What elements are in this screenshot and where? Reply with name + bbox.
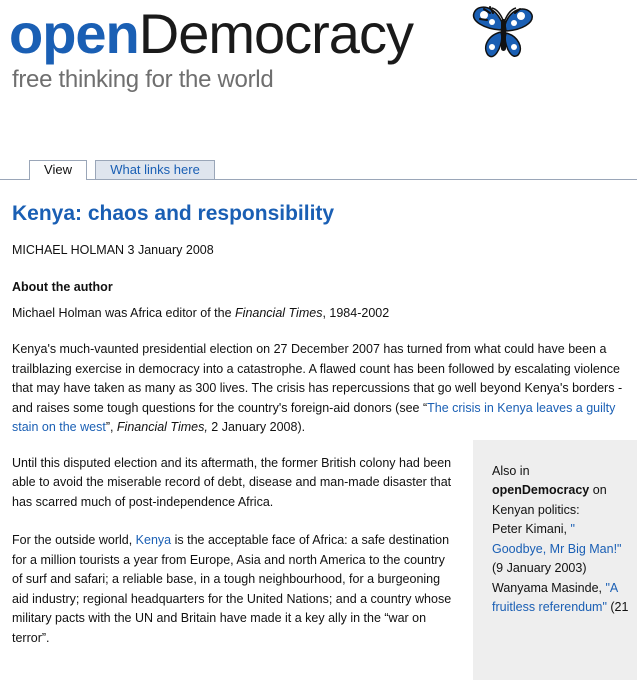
para3-text-rest: is the acceptable face of Africa: a safe destination for a million tourists a year from Europe, Asia and north America to the country of surf and safari; a reliable base, in a tough neighbourhood, for a burgeoning aid industry; regional headquarters for the United Nations; and a country whose military pacts with the UN and Britain have made it a key ally in the “war on terror”.	[12, 533, 452, 645]
sidebar-item	[492, 579, 629, 618]
intro-date: 2 January 2008).	[207, 420, 306, 434]
bio-text: Michael Holman was Africa editor of the	[12, 306, 236, 320]
sidebar-item	[492, 520, 629, 579]
para3-text-start: For the outside world,	[12, 533, 136, 547]
sidebar-item-date: (21	[606, 600, 629, 614]
intro-text: Kenya's much-vaunted presidential election on 27 December 2007 has turned from what could have been a trailblazing exercise in democracy into a catastrophe. A flawed count has been followed by escalating violence that may have taken as many as 300 lives. The crisis has repercussions that go well beyond Kenya's borders - and raises some tough questions for the country's foreign-aid donors (see “	[12, 342, 623, 415]
sidebar-item-link-goodbye[interactable]: " Goodbye, Mr Big Man!"	[492, 522, 622, 556]
sidebar-item-author: Wanyama Masinde,	[492, 580, 606, 595]
masthead	[0, 0, 637, 100]
tab-what-links-here[interactable]: What links here	[95, 160, 215, 179]
site-tagline: free thinking for the world	[12, 66, 274, 93]
sidebar-item-author: Peter Kimani,	[492, 522, 571, 536]
article-content	[12, 180, 628, 667]
bio-publication: Financial Times	[235, 306, 323, 320]
sidebar-item-date: (9 January 2003)	[492, 561, 587, 575]
intro-quote-close: ”,	[105, 420, 117, 434]
tab-view[interactable]: View	[29, 160, 87, 180]
sidebar-on: on	[589, 483, 607, 497]
logo-open-text: open	[9, 2, 139, 65]
related-articles-sidebar	[473, 440, 637, 680]
bio-years: , 1984-2002	[322, 306, 390, 320]
article-title: Kenya: chaos and responsibility	[12, 202, 335, 225]
article-byline: MICHAEL HOLMAN 3 January 2008	[12, 243, 214, 257]
intro-paragraph	[12, 340, 628, 438]
sidebar-item-link-referendum[interactable]: "A fruitless referendum"	[492, 580, 618, 614]
logo-democracy-text: Democracy	[138, 2, 413, 65]
sidebar-brand: openDemocracy	[492, 483, 590, 497]
intro-source: Financial Times,	[116, 420, 208, 434]
author-bio	[12, 305, 628, 322]
about-author-heading: About the author	[12, 280, 113, 294]
butterfly-logo-icon	[470, 3, 536, 61]
sidebar-topic: Kenyan politics:	[492, 502, 580, 517]
page-tabs	[0, 160, 637, 180]
body-paragraph-2: Until this disputed election and its aftermath, the former British colony had been able to avoid the miserable record of debt, disease and man-made disaster that has scarred much of post-independence Africa.	[12, 455, 452, 509]
body-columns	[12, 454, 628, 649]
site-logo[interactable]	[9, 2, 413, 66]
main-column	[12, 454, 452, 649]
sidebar-intro: Also in	[492, 463, 530, 478]
ft-article-link[interactable]: The crisis in Kenya leaves a guilty stain on the west	[12, 400, 616, 434]
sidebar-brand-line	[492, 481, 629, 501]
body-paragraph-3	[12, 531, 452, 648]
kenya-link[interactable]: Kenya	[135, 533, 172, 547]
